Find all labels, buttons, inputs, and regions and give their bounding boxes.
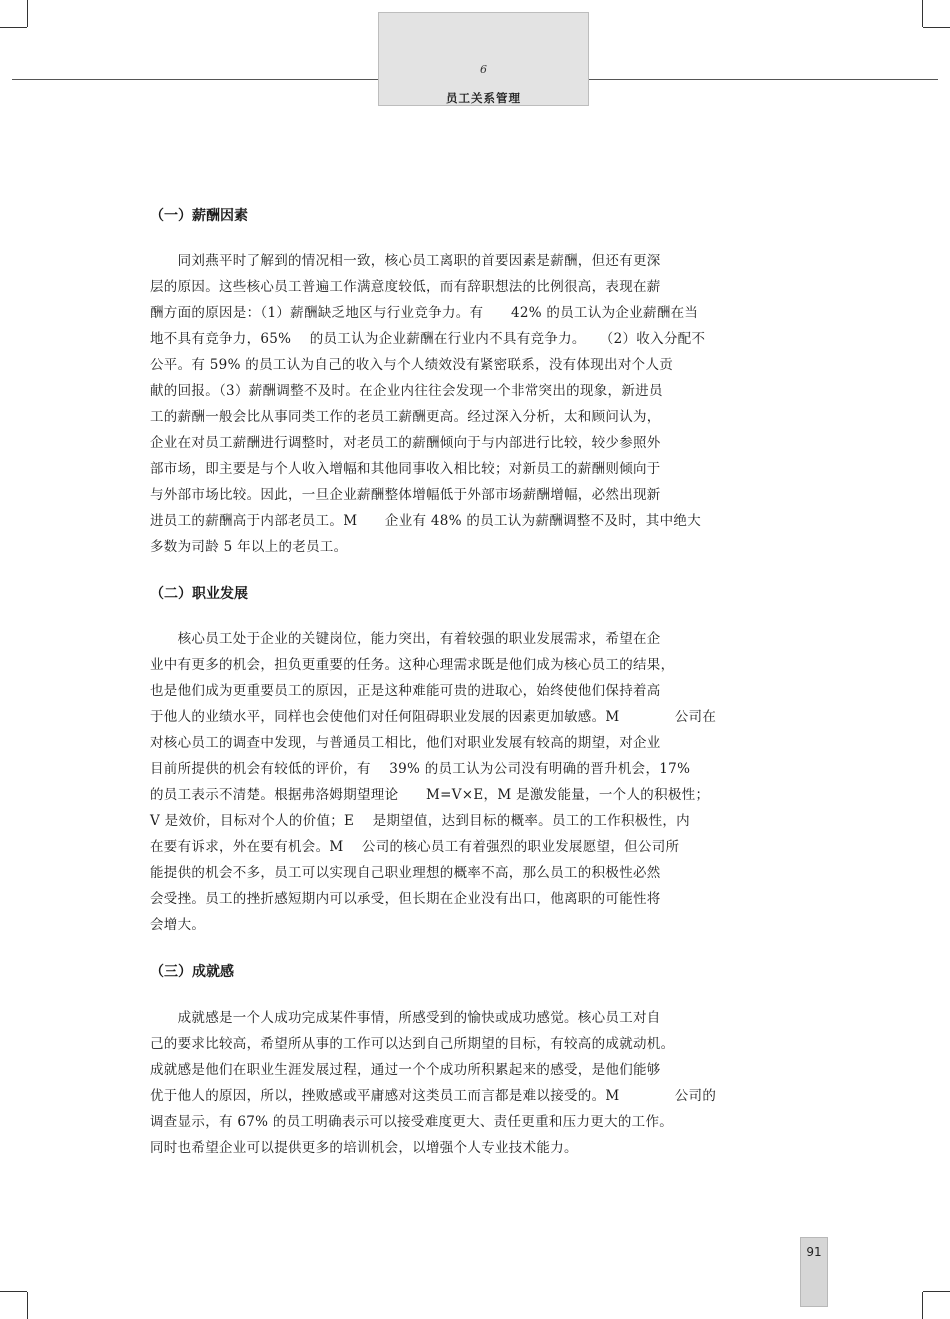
paragraph-line: 献的回报。（3）薪酬调整不及时。在企业内往往会发现一个非常突出的现象，新进员	[150, 383, 663, 399]
paragraph-line: 企业在对员工薪酬进行调整时，对老员工的薪酬倾向于与内部进行比较，较少参照外	[150, 435, 661, 451]
chapter-title: 员工关系管理	[446, 91, 521, 105]
paragraph-line: 层的原因。这些核心员工普遍工作满意度较低，而有辞职想法的比例很高，表现在薪	[150, 279, 661, 295]
page-number: 91	[806, 1245, 822, 1259]
section-heading-compensation: （一）薪酬因素	[150, 208, 248, 224]
crop-mark-bottom-left-h	[0, 1291, 27, 1292]
paragraph-line: 的员工表示不清楚。根据弗洛姆期望理论 M=V×E，M 是激发能量，一个人的积极性；	[150, 787, 710, 803]
paragraph-line: 调查显示，有 67% 的员工明确表示可以接受难度更大、责任更重和压力更大的工作。	[150, 1114, 674, 1130]
crop-mark-bottom-right-v	[922, 1292, 923, 1319]
paragraph-line: 多数为司龄 5 年以上的老员工。	[150, 539, 348, 555]
paragraph-line: 在要有诉求，外在要有机会。M 公司的核心员工有着强烈的职业发展愿望，但公司所	[150, 839, 680, 855]
paragraph-line: 与外部市场比较。因此，一旦企业薪酬整体增幅低于外部市场薪酬增幅，必然出现新	[150, 487, 661, 503]
section-heading-career-development: （二）职业发展	[150, 586, 248, 602]
paragraph-line: 优于他人的原因，所以，挫败感或平庸感对这类员工而言都是难以接受的。M 公司的	[150, 1088, 717, 1104]
paragraph-line: 目前所提供的机会有较低的评价，有 39% 的员工认为公司没有明确的晋升机会，17%	[150, 761, 691, 777]
paragraph-line: 酬方面的原因是：（1）薪酬缺乏地区与行业竞争力。有 42% 的员工认为企业薪酬在当	[150, 305, 699, 321]
chapter-number: 6	[480, 63, 487, 76]
paragraph-line: 于他人的业绩水平，同样也会使他们对任何阻碍职业发展的因素更加敏感。M 公司在	[150, 709, 717, 725]
paragraph-line: V 是效价，目标对个人的价值；E 是期望值，达到目标的概率。员工的工作积极性，内	[150, 813, 690, 829]
paragraph-line: 也是他们成为更重要员工的原因，正是这种难能可贵的进取心，始终使他们保持着高	[150, 683, 661, 699]
crop-mark-bottom-right-h	[923, 1291, 950, 1292]
paragraph-line: 业中有更多的机会，担负更重要的任务。这种心理需求既是他们成为核心员工的结果，	[150, 657, 675, 673]
paragraph-line: 成就感是一个人成功完成某件事情，所感受到的愉快或成功感觉。核心员工对自	[150, 1010, 661, 1026]
paragraph-line: 核心员工处于企业的关键岗位，能力突出，有着较强的职业发展需求，希望在企	[150, 631, 661, 647]
crop-mark-top-right-v	[922, 0, 923, 27]
paragraph-line: 地不具有竞争力，65% 的员工认为企业薪酬在行业内不具有竞争力。 （2）收入分配不	[150, 331, 706, 347]
crop-mark-top-left-h	[0, 27, 27, 28]
crop-mark-bottom-left-v	[27, 1292, 28, 1319]
crop-mark-top-left-v	[27, 0, 28, 27]
paragraph-line: 会增大。	[150, 917, 206, 933]
paragraph-line: 公平。有 59% 的员工认为自己的收入与个人绩效没有紧密联系，没有体现出对个人贡	[150, 357, 674, 373]
paragraph-line: 成就感是他们在职业生涯发展过程，通过一个个成功所积累起来的感受，是他们能够	[150, 1062, 661, 1078]
paragraph-line: 部市场，即主要是与个人收入增幅和其他同事收入相比较；对新员工的薪酬则倾向于	[150, 461, 661, 477]
paragraph-line: 己的要求比较高，希望所从事的工作可以达到自己所期望的目标，有较高的成就动机。	[150, 1036, 675, 1052]
paragraph-line: 同刘燕平时了解到的情况相一致，核心员工离职的首要因素是薪酬，但还有更深	[150, 253, 661, 269]
section-heading-achievement: （三）成就感	[150, 964, 234, 980]
crop-mark-top-right-h	[923, 27, 950, 28]
paragraph-line: 会受挫。员工的挫折感短期内可以承受，但长期在企业没有出口，他离职的可能性将	[150, 891, 661, 907]
page-number-tab	[800, 1237, 828, 1307]
paragraph-line: 同时也希望企业可以提供更多的培训机会，以增强个人专业技术能力。	[150, 1140, 578, 1156]
chapter-tab	[378, 12, 589, 106]
paragraph-line: 工的薪酬一般会比从事同类工作的老员工薪酬更高。经过深入分析，太和顾问认为，	[150, 409, 661, 425]
paragraph-line: 对核心员工的调查中发现，与普通员工相比，他们对职业发展有较高的期望，对企业	[150, 735, 661, 751]
paragraph-line: 能提供的机会不多，员工可以实现自己职业理想的概率不高，那么员工的积极性必然	[150, 865, 661, 881]
paragraph-line: 进员工的薪酬高于内部老员工。M 企业有 48% 的员工认为薪酬调整不及时，其中绝大	[150, 513, 702, 529]
